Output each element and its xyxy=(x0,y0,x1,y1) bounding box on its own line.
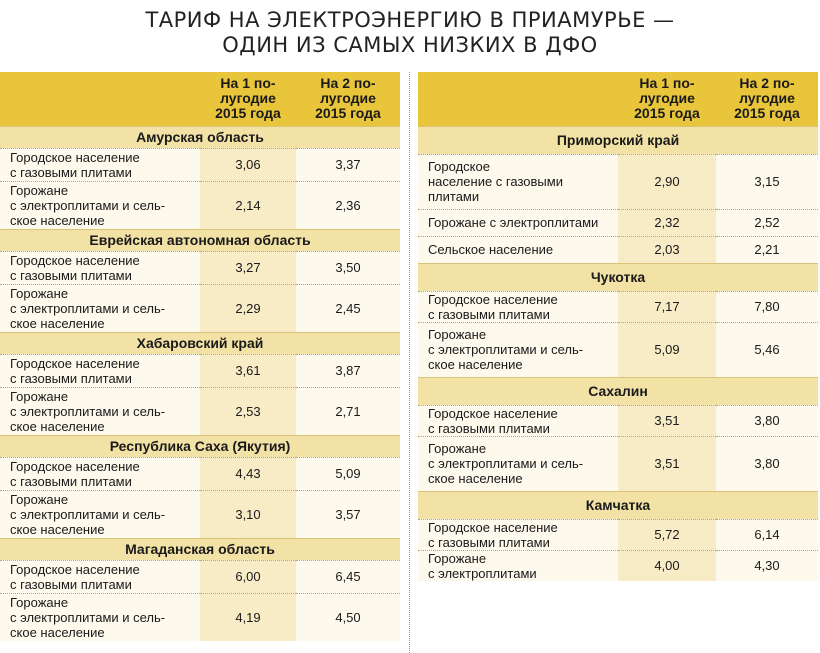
table-row xyxy=(418,322,818,377)
tariff-h1-value: 3,10 xyxy=(200,490,296,538)
region-row xyxy=(418,263,818,291)
tariff-h1-value: 2,14 xyxy=(200,181,296,229)
tariff-table-left xyxy=(0,72,400,641)
row-label: Горожане с электроплитами и сель- ское население xyxy=(0,181,200,229)
header-h1-2015: На 1 по- лугодие 2015 года xyxy=(200,72,296,126)
region-name: Еврейская автономная область xyxy=(0,229,400,251)
table-row xyxy=(418,519,818,550)
tariff-h1-value: 4,00 xyxy=(618,550,716,581)
column-divider xyxy=(409,72,410,653)
header-blank xyxy=(0,72,200,126)
tariff-h2-value: 2,52 xyxy=(716,209,818,236)
table-header xyxy=(0,72,400,126)
tariff-h2-value: 2,45 xyxy=(296,284,400,332)
header-h2-2015: На 2 по- лугодие 2015 года xyxy=(296,72,400,126)
row-label: Городское население с газовыми плитами xyxy=(0,560,200,593)
tariff-h1-value: 2,03 xyxy=(618,236,716,263)
tariff-h2-value: 3,80 xyxy=(716,436,818,491)
region-name: Республика Саха (Якутия) xyxy=(0,435,400,457)
table-row xyxy=(418,550,818,581)
table-row xyxy=(0,560,400,593)
table-row xyxy=(418,236,818,263)
header-blank xyxy=(418,72,618,126)
region-row xyxy=(0,332,400,354)
row-label: Горожане с электроплитами и сель- ское население xyxy=(0,490,200,538)
tariff-h1-value: 3,51 xyxy=(618,405,716,436)
header-h1-2015: На 1 по- лугодие 2015 года xyxy=(618,72,716,126)
tariff-h2-value: 3,87 xyxy=(296,354,400,387)
region-name: Сахалин xyxy=(418,377,818,405)
region-name: Магаданская область xyxy=(0,538,400,560)
table-row xyxy=(418,405,818,436)
tariff-h2-value: 3,37 xyxy=(296,148,400,181)
table-row xyxy=(418,436,818,491)
table-row xyxy=(418,154,818,209)
region-name: Чукотка xyxy=(418,263,818,291)
row-label: Горожане с электроплитами и сель- ское население xyxy=(0,284,200,332)
page-title xyxy=(0,8,820,58)
table-row xyxy=(418,291,818,322)
region-row xyxy=(418,491,818,519)
table-row xyxy=(0,354,400,387)
table-row xyxy=(418,209,818,236)
tariff-h2-value: 3,57 xyxy=(296,490,400,538)
tariff-h1-value: 6,00 xyxy=(200,560,296,593)
tariff-h1-value: 3,51 xyxy=(618,436,716,491)
row-label: Городское население с газовыми плитами xyxy=(418,519,618,550)
tariff-h1-value: 2,32 xyxy=(618,209,716,236)
title-line-1: ТАРИФ НА ЭЛЕКТРОЭНЕРГИЮ В ПРИАМУРЬЕ — xyxy=(145,8,675,32)
tariff-h2-value: 6,45 xyxy=(296,560,400,593)
tariff-h2-value: 6,14 xyxy=(716,519,818,550)
region-name: Амурская область xyxy=(0,126,400,148)
tariff-h2-value: 3,15 xyxy=(716,154,818,209)
tariff-h1-value: 2,29 xyxy=(200,284,296,332)
row-label: Горожане с электроплитами и сель- ское население xyxy=(0,387,200,435)
row-label: Городское население с газовыми плитами xyxy=(0,457,200,490)
region-row xyxy=(0,435,400,457)
tariff-h2-value: 5,46 xyxy=(716,322,818,377)
table-header xyxy=(418,72,818,126)
region-row xyxy=(0,126,400,148)
tariff-h1-value: 5,09 xyxy=(618,322,716,377)
tariff-h2-value: 4,50 xyxy=(296,593,400,641)
tariff-h1-value: 4,43 xyxy=(200,457,296,490)
tariff-h2-value: 2,36 xyxy=(296,181,400,229)
tariff-h1-value: 3,61 xyxy=(200,354,296,387)
tariff-h2-value: 7,80 xyxy=(716,291,818,322)
tariff-h1-value: 3,06 xyxy=(200,148,296,181)
title-line-2: ОДИН ИЗ САМЫХ НИЗКИХ В ДФО xyxy=(222,33,598,57)
tariff-h2-value: 5,09 xyxy=(296,457,400,490)
tariff-h2-value: 3,50 xyxy=(296,251,400,284)
header-h2-2015: На 2 по- лугодие 2015 года xyxy=(716,72,818,126)
region-row xyxy=(0,538,400,560)
tariff-table-right xyxy=(418,72,818,581)
table-row xyxy=(0,593,400,641)
row-label: Городское население с газовыми плитами xyxy=(0,354,200,387)
region-row xyxy=(418,377,818,405)
region-row xyxy=(0,229,400,251)
row-label: Горожане с электроплитами и сель- ское население xyxy=(418,436,618,491)
tariff-h2-value: 3,80 xyxy=(716,405,818,436)
tariff-h1-value: 3,27 xyxy=(200,251,296,284)
region-row xyxy=(418,126,818,154)
tariff-h1-value: 4,19 xyxy=(200,593,296,641)
tariff-h1-value: 2,90 xyxy=(618,154,716,209)
table-row xyxy=(0,181,400,229)
row-label: Горожане с электроплитами xyxy=(418,550,618,581)
tariff-h1-value: 2,53 xyxy=(200,387,296,435)
table-row xyxy=(0,284,400,332)
tariff-h2-value: 4,30 xyxy=(716,550,818,581)
region-name: Приморский край xyxy=(418,126,818,154)
table-row xyxy=(0,457,400,490)
row-label: Городское население с газовыми плитами xyxy=(418,291,618,322)
table-row xyxy=(0,387,400,435)
row-label: Горожане с электроплитами и сель- ское население xyxy=(418,322,618,377)
table-row xyxy=(0,490,400,538)
tariff-h2-value: 2,21 xyxy=(716,236,818,263)
table-row xyxy=(0,148,400,181)
tariff-h2-value: 2,71 xyxy=(296,387,400,435)
row-label: Городское население с газовыми плитами xyxy=(0,251,200,284)
table-row xyxy=(0,251,400,284)
row-label: Горожане с электроплитами xyxy=(418,209,618,236)
tariff-h1-value: 5,72 xyxy=(618,519,716,550)
tariff-h1-value: 7,17 xyxy=(618,291,716,322)
row-label: Городское население с газовыми плитами xyxy=(0,148,200,181)
region-name: Хабаровский край xyxy=(0,332,400,354)
row-label: Сельское население xyxy=(418,236,618,263)
row-label: Горожане с электроплитами и сель- ское население xyxy=(0,593,200,641)
row-label: Городское население с газовыми плитами xyxy=(418,405,618,436)
row-label: Городское население с газовыми плитами xyxy=(418,154,618,209)
region-name: Камчатка xyxy=(418,491,818,519)
